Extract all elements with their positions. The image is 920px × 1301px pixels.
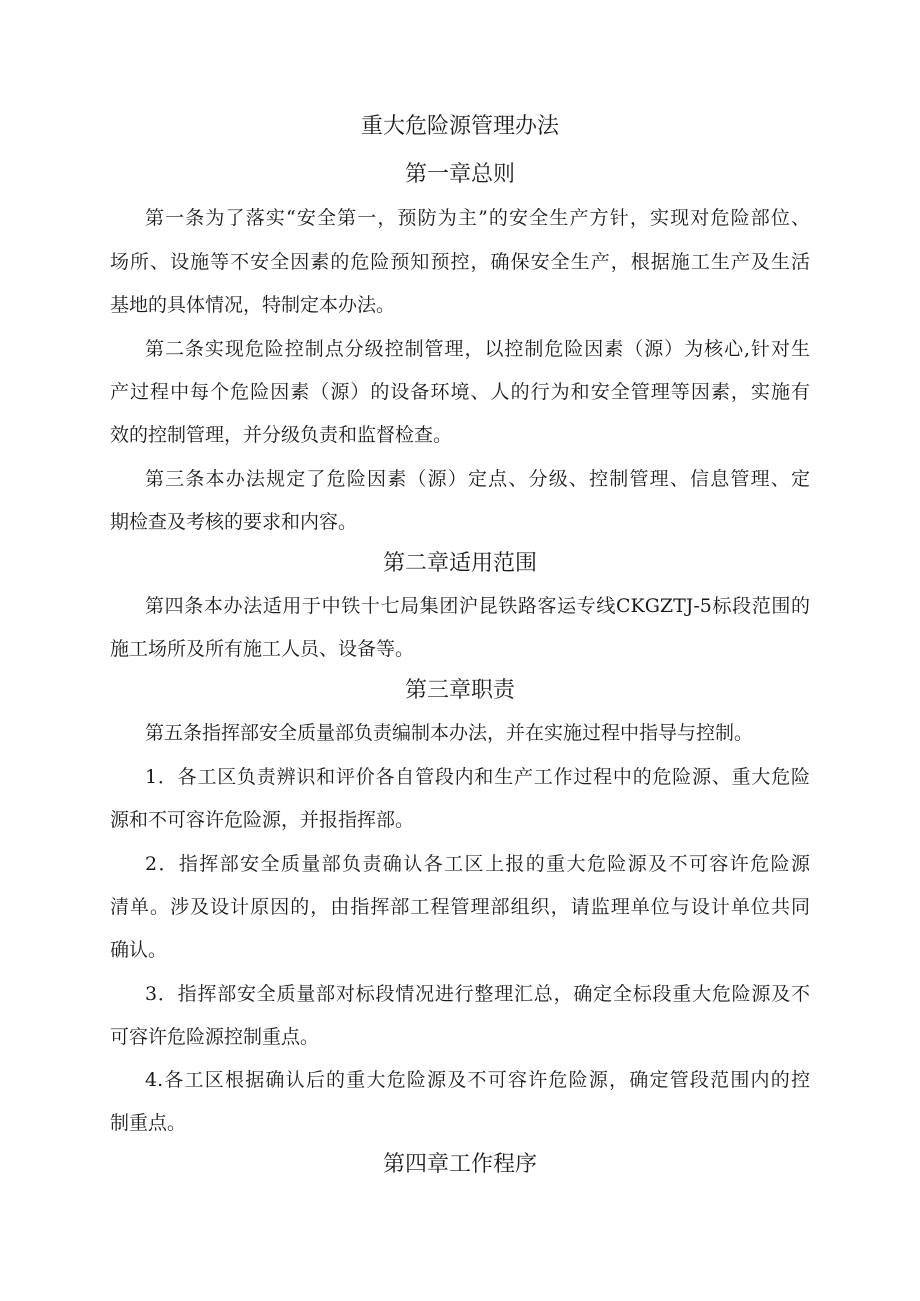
item-1-line-2: 源和不可容许危险源，并报指挥部。 (110, 809, 415, 831)
article-2-line-1: 第二条实现危险控制点分级控制管理，以控制危险因素（源）为核心,针对生 (145, 338, 810, 360)
item-4-line-1: 4.各工区根据确认后的重大危险源及不可容许危险源，确定管段范围内的控 (145, 1069, 810, 1091)
article-3-line-2: 期检查及考核的要求和内容。 (110, 511, 358, 533)
article-4-line-1: 第四条本办法适用于中铁十七局集团沪昆铁路客运专线CKGZTJ-5标段范围的 (145, 595, 810, 617)
item-4-line-2: 制重点。 (110, 1112, 187, 1134)
article-2-line-3: 效的控制管理，并分级负责和监督检查。 (110, 424, 453, 446)
item-2-line-2: 清单。涉及设计原因的，由指挥部工程管理部组织，请监理单位与设计单位共同 (110, 896, 810, 918)
item-3-line-1: 3．指挥部安全质量部对标段情况进行整理汇总，确定全标段重大危险源及不 (145, 983, 810, 1005)
chapter-4-heading: 第四章工作程序 (382, 1152, 537, 1177)
article-2-line-2: 产过程中每个危险因素（源）的设备环境、人的行为和安全管理等因素，实施有 (110, 381, 810, 403)
item-2-line-3: 确认。 (110, 939, 168, 961)
item-3-line-2: 可容许危险源控制重点。 (110, 1026, 320, 1048)
article-1-line-1: 第一条为了落实“安全第一，预防为主”的安全生产方针，实现对危险部位、 (145, 207, 810, 229)
article-5-line-1: 第五条指挥部安全质量部负责编制本办法，并在实施过程中指导与控制。 (145, 722, 754, 744)
chapter-3-heading: 第三章职责 (404, 678, 515, 703)
article-4-line-2: 施工场所及所有施工人员、设备等。 (110, 638, 415, 660)
item-2-line-1: 2．指挥部安全质量部负责确认各工区上报的重大危险源及不可容许危险源 (145, 853, 810, 875)
chapter-2-heading: 第二章适用范围 (382, 551, 537, 576)
article-3-line-1: 第三条本办法规定了危险因素（源）定点、分级、控制管理、信息管理、定 (145, 468, 810, 490)
chapter-1-heading: 第一章总则 (404, 162, 515, 187)
document-title: 重大危险源管理办法 (360, 114, 559, 139)
item-1-line-1: 1．各工区负责辨识和评价各自管段内和生产工作过程中的危险源、重大危险 (145, 766, 810, 788)
article-1-line-3: 基地的具体情况，特制定本办法。 (110, 294, 396, 316)
article-1-line-2: 场所、设施等不安全因素的危险预知预控，确保安全生产，根据施工生产及生活 (110, 251, 810, 273)
